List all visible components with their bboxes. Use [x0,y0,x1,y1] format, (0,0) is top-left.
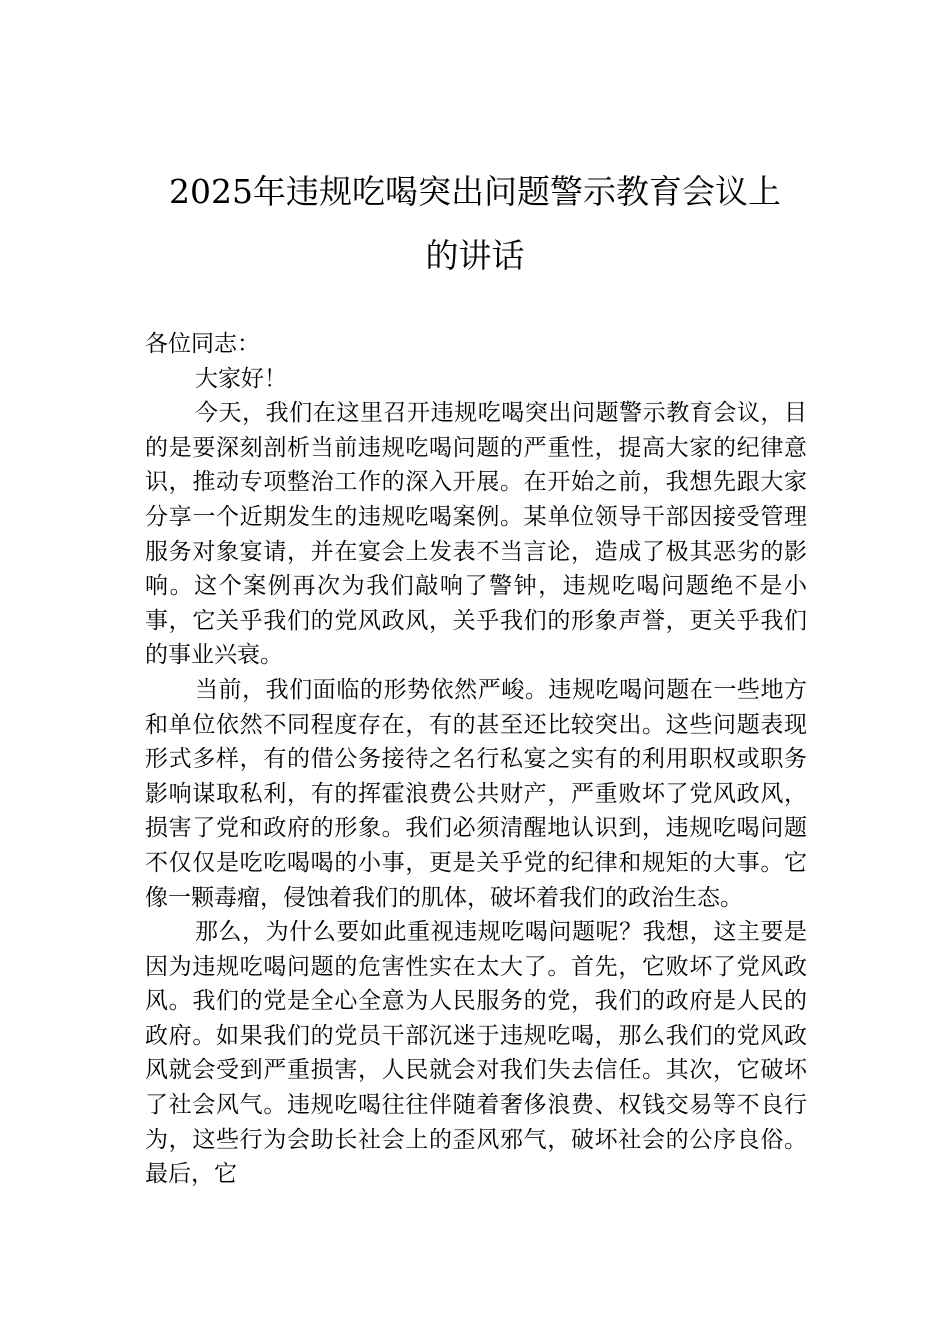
greeting: 大家好！ [195,365,287,392]
document-body [145,327,807,1192]
salutation: 各位同志： [145,331,260,357]
document-title [140,160,810,288]
paragraph-1: 今天，我们在这里召开违规吃喝突出问题警示教育会议，目的是要深刻剖析当前违规吃喝问题的严重性，提高大家的纪律意识，推动专项整治工作的深入开展。在开始之前，我想先跟大家分享一个近期发生的违规吃喝案例。某单位领导干部因接受管理服务对象宴请，并在宴会上发表不当言论，造成了极其恶劣的影响。这个案例再次为我们敲响了警钟，违规吃喝问题绝不是小事，它关乎我们的党风政风，关乎我们的形象声誉，更关乎我们的事业兴衰。 [145,400,807,669]
title-line-1: 2025年违规吃喝突出问题警示教育会议上 [169,172,781,211]
title-line-2: 的讲话 [425,236,525,275]
paragraph-2: 当前，我们面临的形势依然严峻。违规吃喝问题在一些地方和单位依然不同程度存在，有的甚至还比较突出。这些问题表现形式多样，有的借公务接待之名行私宴之实有的利用职权或职务影响谋取私利，有的挥霍浪费公共财产，严重败坏了党风政风，损害了党和政府的形象。我们必须清醒地认识到，违规吃喝问题不仅仅是吃吃喝喝的小事，更是关乎党的纪律和规矩的大事。它像一颗毒瘤，侵蚀着我们的肌体，破坏着我们的政治生态。 [145,676,807,911]
paragraph-3: 那么，为什么要如此重视违规吃喝问题呢？我想，这主要是因为违规吃喝问题的危害性实在太大了。首先，它败坏了党风政风。我们的党是全心全意为人民服务的党，我们的政府是人民的政府。如果我们的党员干部沉迷于违规吃喝，那么我们的党风政风就会受到严重损害，人民就会对我们失去信任。其次，它破坏了社会风气。违规吃喝往往伴随着奢侈浪费、权钱交易等不良行为，这些行为会助长社会上的歪风邪气，破坏社会的公序良俗。最后，它 [145,919,807,1188]
